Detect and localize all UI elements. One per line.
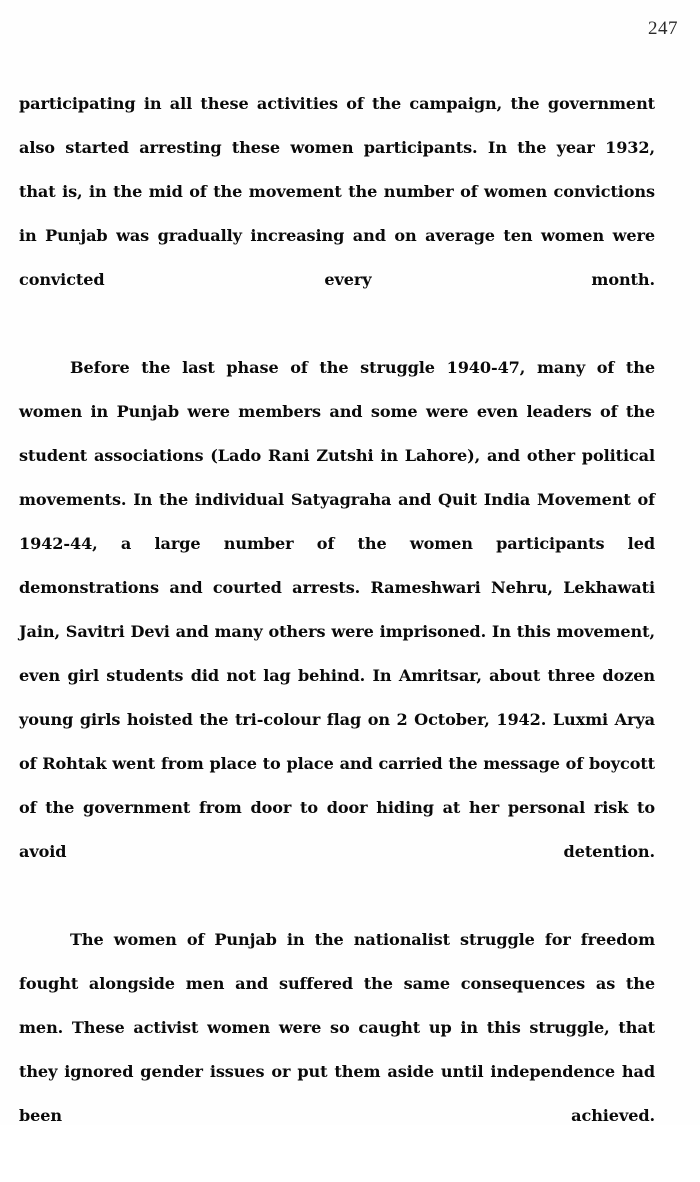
page-number: 247 xyxy=(648,18,678,39)
paragraph-2: Before the last phase of the struggle 1940-47, many of the women in Punjab were members and some were even leaders of the student associations (Lado Rani Zutshi in Lahore), and other political movements. In the individual Satyagraha and Quit India Movement of 1942-44, a large number of the women participants led demonstrations and courted arrests. Rameshwari Nehru, Lekhawati Jain, Savitri Devi and many others were imprisoned. In this movement, even girl students did not lag behind. In Amritsar, about three dozen young girls hoisted the tri-colour flag on 2 October, 1942. Luxmi Arya of Rohtak went from place to place and carried the message of boycott of the government from door to door hiding at her personal risk to avoid detention. xyxy=(19,358,655,861)
paragraph-1: participating in all these activities of the campaign, the government also started arresting these women participants. In the year 1932, that is, in the mid of the movement the number of women convictions in Punjab was gradually increasing and on average ten women were convicted every month. xyxy=(19,94,655,289)
paragraph-3: The women of Punjab in the nationalist struggle for freedom fought alongside men and suffered the same consequences as the men. These activist women were so caught up in this struggle, that they ignored gender issues or put them aside until independence had been achieved. xyxy=(19,930,655,1125)
page-body-text xyxy=(19,82,655,1182)
